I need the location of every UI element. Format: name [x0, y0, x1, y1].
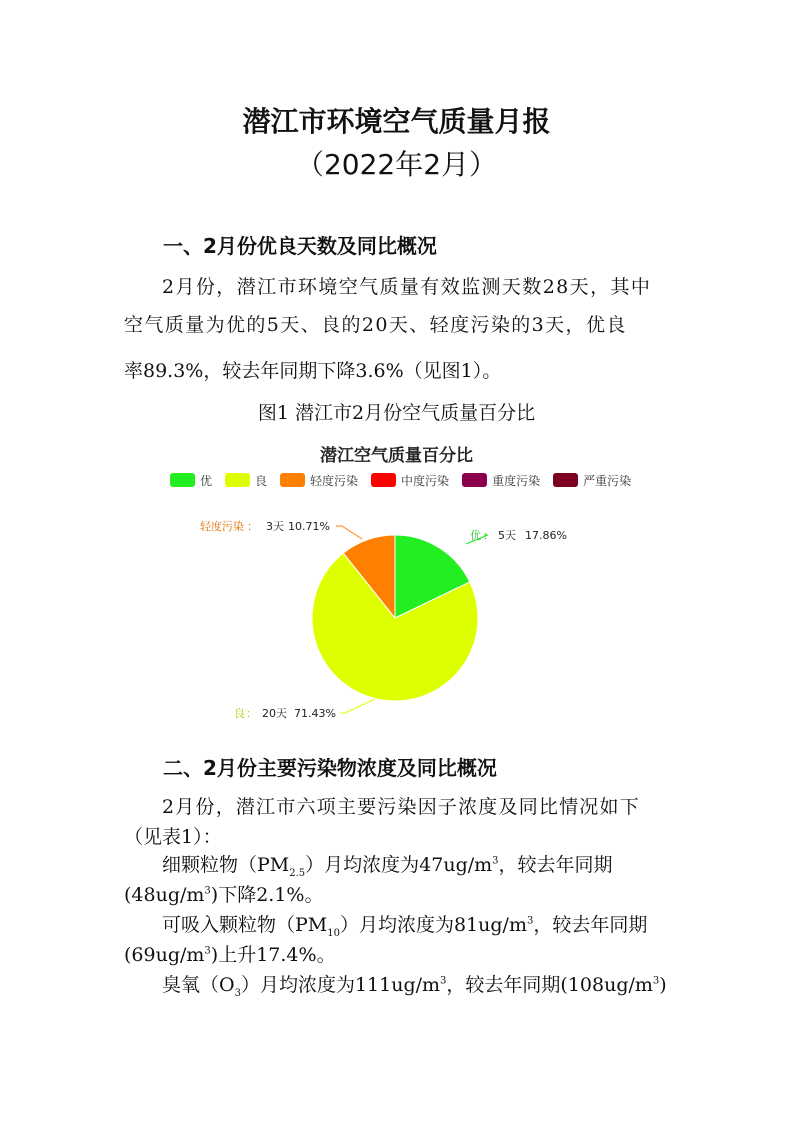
section2-intro-line2: （见表1）： [124, 826, 222, 848]
pm10-l2a: (69ug/m [124, 944, 205, 966]
section2-intro-line1: 2月份，潜江市六项主要污染因子浓度及同比情况如下 [162, 796, 640, 818]
legend-label: 良 [255, 473, 268, 488]
slice-label-liang-sep: ： [246, 707, 257, 720]
slice-label-you-sep: ： [483, 529, 494, 542]
pm25-l2b: )下降2.1%。 [210, 884, 324, 906]
legend-item-light[interactable] [280, 471, 358, 489]
legend-swatch [371, 473, 396, 487]
pm10-line2 [124, 940, 672, 967]
slice-label-liang-value: 20天 [262, 707, 287, 720]
pm10-l2sup: 3 [204, 945, 211, 957]
pm25-sup: 3 [492, 855, 499, 867]
legend-swatch [553, 473, 578, 487]
slice-label-liang-percent: 71.43% [294, 707, 336, 720]
pm10-mid: ）月均浓度为81ug/m [339, 914, 527, 936]
pie-chart [0, 500, 793, 760]
legend-swatch [170, 473, 195, 487]
legend-label: 轻度污染 [310, 473, 359, 488]
o3-name: 臭氧（O [162, 974, 235, 996]
section1-para-line3: 率89.3%，较去年同期下降3.6%（见图1）。 [124, 360, 502, 382]
pm25-mid: ）月均浓度为47ug/m [305, 854, 493, 876]
pm10-line1 [124, 910, 710, 939]
slice-label-you-percent: 17.86% [525, 529, 567, 542]
slice-label-light-value: 3天 [266, 520, 284, 533]
pm10-tail: ，较去年同期 [533, 914, 648, 936]
report-subtitle: （2022年2月） [295, 148, 498, 181]
legend-swatch [462, 473, 487, 487]
o3-line1 [124, 970, 710, 999]
legend-item-severe[interactable] [553, 471, 631, 489]
chart-title: 潜江空气质量百分比 [320, 446, 473, 466]
legend-swatch [280, 473, 305, 487]
pm25-l2a: (48ug/m [124, 884, 205, 906]
report-title: 潜江市环境空气质量月报 [242, 105, 551, 138]
legend-label: 优 [200, 473, 213, 488]
legend-item-heavy[interactable] [462, 471, 540, 489]
legend-item-liang[interactable] [225, 471, 267, 489]
legend-item-you[interactable] [170, 471, 212, 489]
o3-sup: 3 [440, 975, 447, 987]
pm10-sup: 3 [526, 915, 534, 927]
slice-label-you-name: 优 [470, 529, 481, 542]
legend-label: 重度污染 [492, 473, 541, 488]
pm25-tail: ，较去年同期 [498, 854, 613, 876]
leader-line-liang [340, 699, 375, 713]
pm10-name: 可吸入颗粒物（PM [162, 914, 328, 936]
legend-swatch [225, 473, 250, 487]
pm25-name: 细颗粒物（PM [162, 854, 290, 876]
section1-para-line1: 2月份，潜江市环境空气质量有效监测天数28天，其中 [162, 276, 652, 298]
slice-label-you-value: 5天 [498, 529, 516, 542]
o3-mid: ）月均浓度为111ug/m [240, 974, 441, 996]
pm25-sub: 2.5 [289, 867, 306, 879]
o3-tail: ，较去年同期(108ug/m [446, 974, 653, 996]
section1-heading: 一、2月份优良天数及同比概况 [163, 234, 437, 258]
chart-legend [170, 471, 631, 489]
o3-end: ) [659, 974, 667, 996]
legend-label: 中度污染 [401, 473, 450, 488]
section1-para-line2: 空气质量为优的5天、良的20天、轻度污染的3天，优良 [124, 314, 627, 336]
pm25-line2 [124, 880, 672, 907]
slice-label-liang-name: 良 [234, 707, 245, 720]
pm25-line1 [124, 850, 710, 879]
slice-label-light-name: 轻度污染 [200, 520, 244, 533]
figure-caption: 图1 潜江市2月份空气质量百分比 [257, 402, 536, 424]
legend-label: 严重污染 [583, 473, 632, 488]
leader-line-light [336, 526, 362, 539]
slice-label-light-percent: 10.71% [288, 520, 330, 533]
o3-sub: 3 [234, 987, 241, 999]
pm10-sub: 10 [327, 927, 340, 939]
section2-heading: 二、2月份主要污染物浓度及同比概况 [163, 756, 497, 780]
slice-label-light-sep: ： [247, 520, 258, 533]
legend-item-moderate[interactable] [371, 471, 449, 489]
pm10-l2b: )上升17.4%。 [210, 944, 336, 966]
pm25-l2sup: 3 [204, 885, 211, 897]
o3-sup2: 3 [652, 975, 660, 987]
